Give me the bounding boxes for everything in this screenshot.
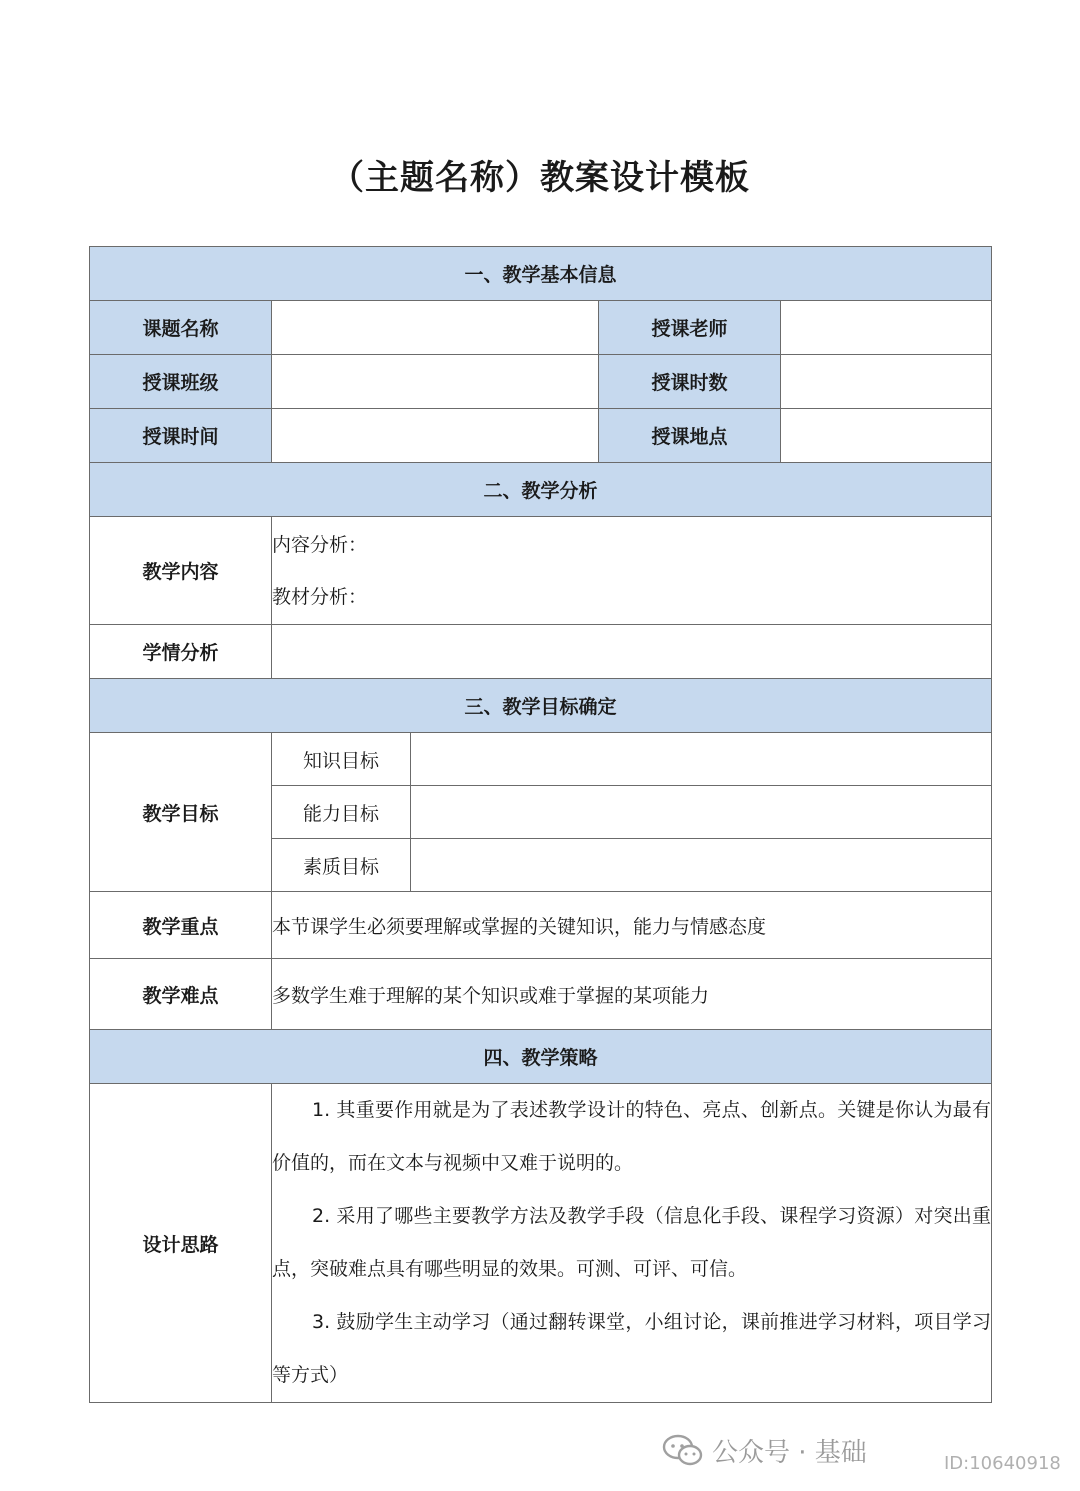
watermark-text: 公众号 · 基础 bbox=[712, 1437, 867, 1468]
teacher-field[interactable] bbox=[781, 301, 992, 355]
section-basic-info: 一、教学基本信息 bbox=[90, 247, 992, 301]
label-ability-goal: 能力目标 bbox=[272, 786, 411, 839]
key-points-text[interactable]: 本节课学生必须要理解或掌握的关键知识，能力与情感态度 bbox=[272, 892, 992, 959]
label-quality-goal: 素质目标 bbox=[272, 839, 411, 892]
label-knowledge-goal: 知识目标 bbox=[272, 733, 411, 786]
quality-goal-field[interactable] bbox=[411, 839, 992, 892]
label-teaching-content: 教学内容 bbox=[90, 517, 272, 625]
design-idea-paragraph-2: 2. 采用了哪些主要教学方法及教学手段（信息化手段、课程学习资源）对突出重点，突破难点具有哪些明显的效果。可测、可评、可信。 bbox=[272, 1205, 992, 1280]
label-teacher: 授课老师 bbox=[599, 301, 781, 355]
class-field[interactable] bbox=[272, 355, 599, 409]
watermark bbox=[662, 1425, 1061, 1475]
ability-goal-field[interactable] bbox=[411, 786, 992, 839]
label-location: 授课地点 bbox=[599, 409, 781, 463]
design-idea-paragraph-1: 1. 其重要作用就是为了表述教学设计的特色、亮点、创新点。关键是你认为最有价值的，而在文本与视频中又难于说明的。 bbox=[272, 1099, 992, 1174]
label-difficult-points: 教学难点 bbox=[90, 959, 272, 1030]
label-time: 授课时间 bbox=[90, 409, 272, 463]
time-field[interactable] bbox=[272, 409, 599, 463]
watermark-id: ID:10640918 bbox=[944, 1453, 1061, 1474]
teaching-content-field[interactable] bbox=[272, 517, 992, 625]
page-title: （主题名称）教案设计模板 bbox=[330, 158, 750, 198]
design-ideas-field[interactable] bbox=[272, 1084, 992, 1403]
design-idea-paragraph-3: 3. 鼓励学生主动学习（通过翻转课堂，小组讨论，课前推进学习材料，项目学习等方式） bbox=[272, 1311, 992, 1386]
difficult-points-text[interactable]: 多数学生难于理解的某个知识或难于掌握的某项能力 bbox=[272, 959, 992, 1030]
label-course-name: 课题名称 bbox=[90, 301, 272, 355]
section-analysis: 二、教学分析 bbox=[90, 463, 992, 517]
label-key-points: 教学重点 bbox=[90, 892, 272, 959]
textbook-analysis-text: 教材分析： bbox=[272, 585, 368, 608]
label-learner-analysis: 学情分析 bbox=[90, 625, 272, 679]
course-name-field[interactable] bbox=[272, 301, 599, 355]
label-hours: 授课时数 bbox=[599, 355, 781, 409]
lesson-plan-table bbox=[89, 246, 992, 1403]
hours-field[interactable] bbox=[781, 355, 992, 409]
section-strategy: 四、教学策略 bbox=[90, 1030, 992, 1084]
label-class: 授课班级 bbox=[90, 355, 272, 409]
wechat-icon bbox=[662, 1433, 704, 1467]
content-analysis-text: 内容分析： bbox=[272, 533, 368, 556]
section-goals: 三、教学目标确定 bbox=[90, 679, 992, 733]
knowledge-goal-field[interactable] bbox=[411, 733, 992, 786]
learner-analysis-field[interactable] bbox=[272, 625, 992, 679]
label-design-ideas: 设计思路 bbox=[90, 1084, 272, 1403]
label-teaching-goals: 教学目标 bbox=[90, 733, 272, 892]
location-field[interactable] bbox=[781, 409, 992, 463]
